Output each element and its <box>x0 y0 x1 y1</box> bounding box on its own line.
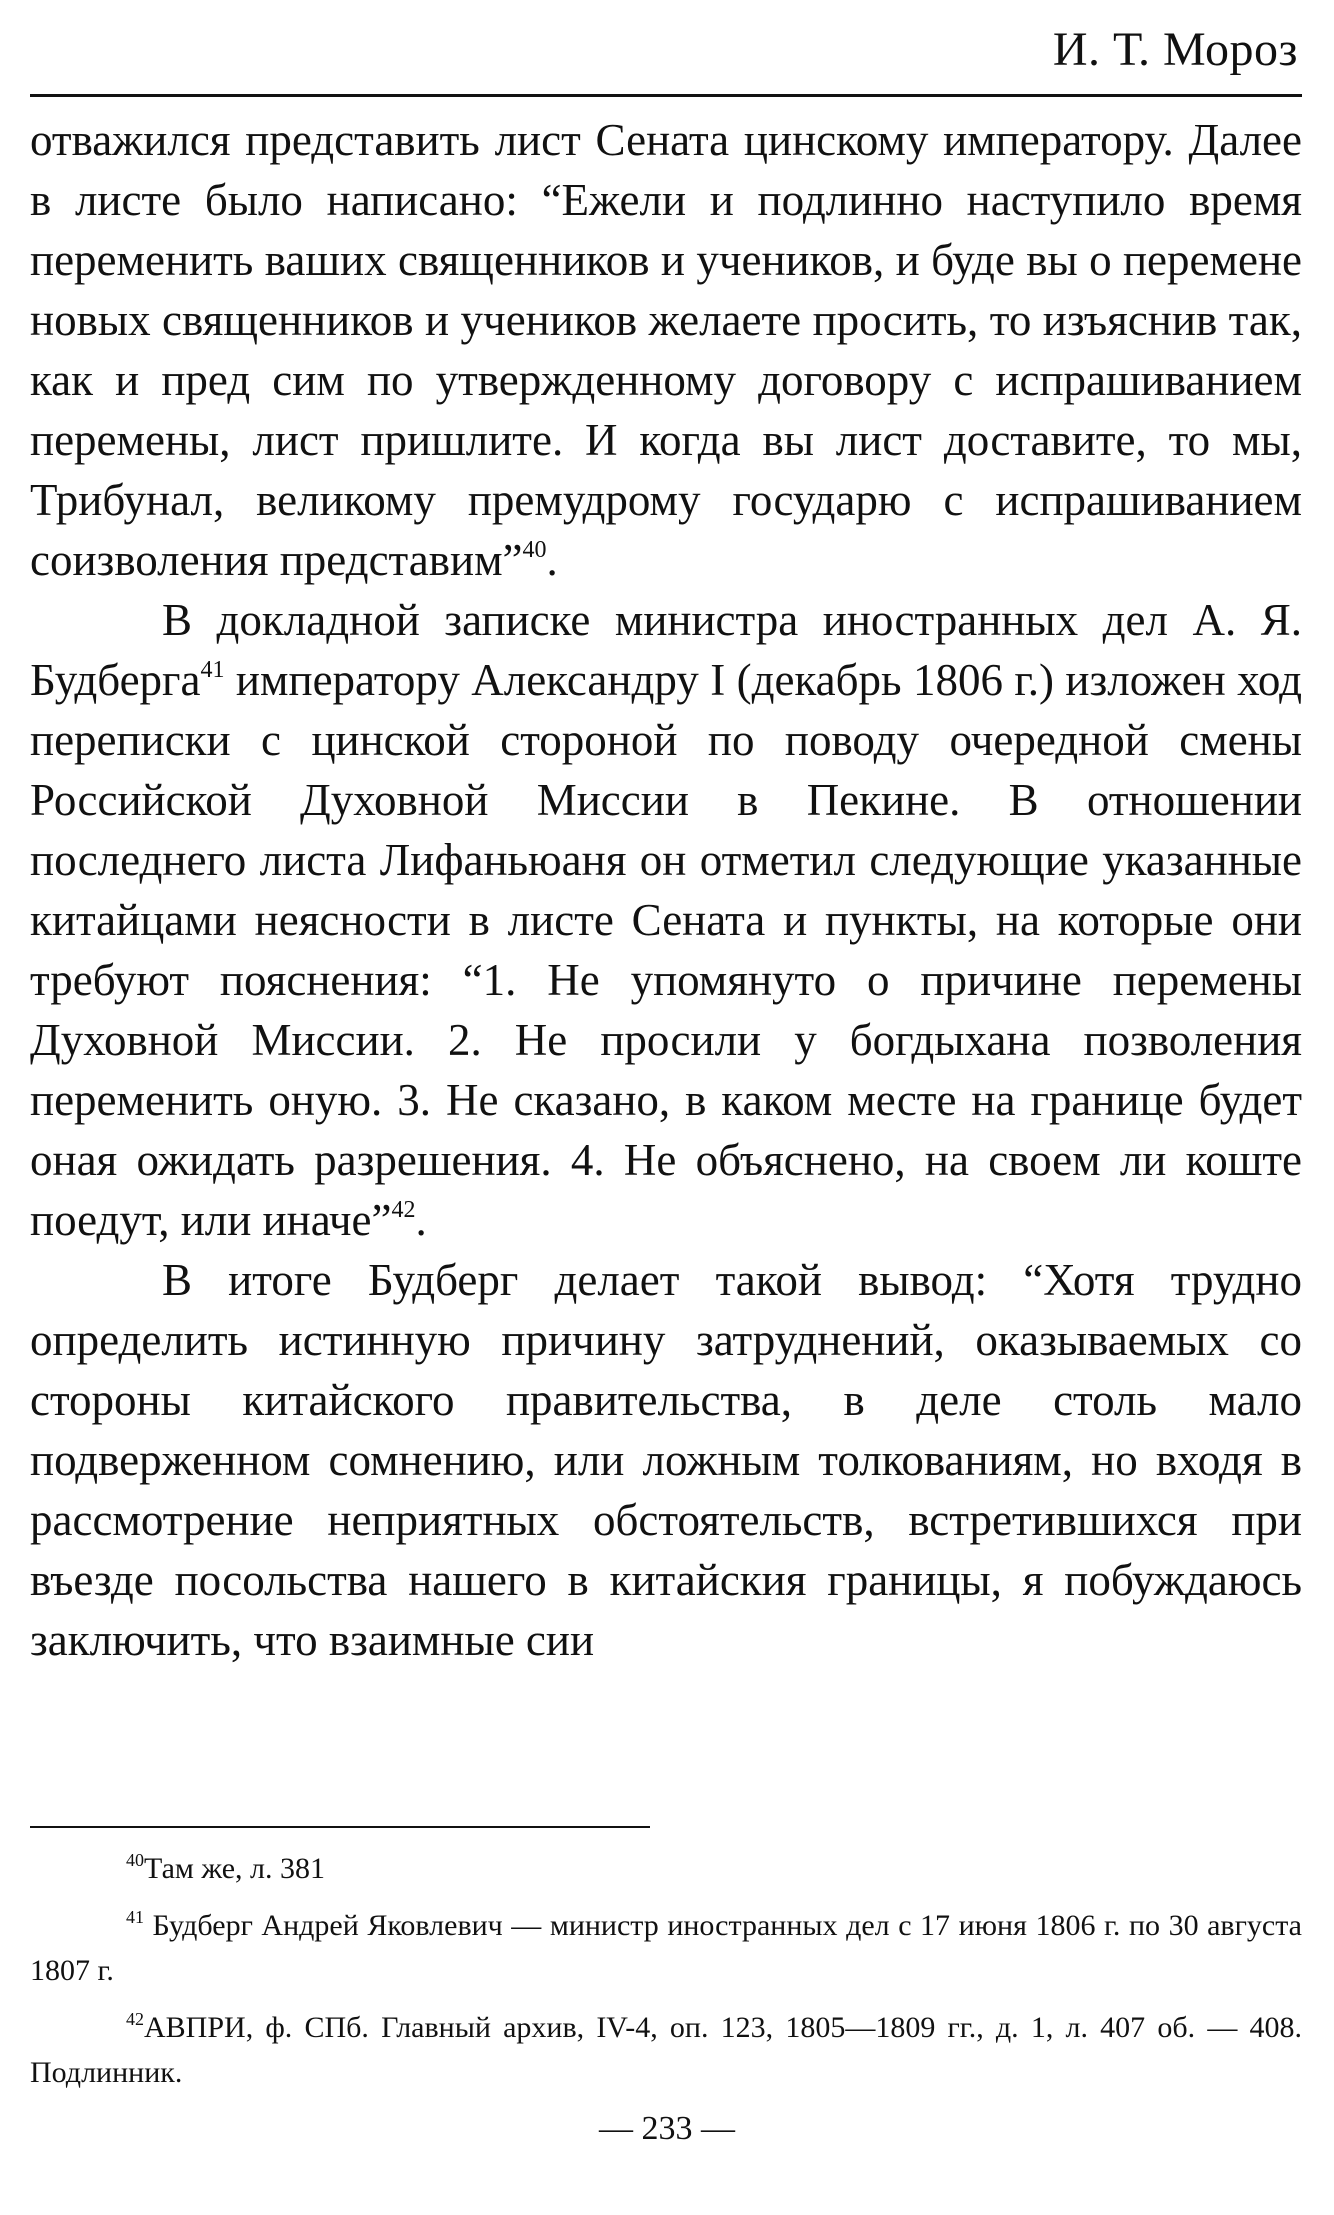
footnote-text: Будберг Андрей Яковлевич — министр иностранных дел с 17 июня 1806 г. по 30 августа 1807 г. <box>30 1909 1302 1987</box>
paragraph-3 <box>30 1250 1302 1670</box>
footnote-mark: 42 <box>126 2009 144 2029</box>
footnotes <box>30 1846 1302 2107</box>
running-head: И. Т. Мороз <box>1052 23 1298 76</box>
footnote-40 <box>30 1846 1302 1891</box>
footnote-mark: 41 <box>126 1907 144 1927</box>
paragraph-2-text-b: императору Александру I (декабрь 1806 г.) изложен ход переписки с цинской стороной по поводу очередной смены Российской Духовной Миссии в Пекине. В отношении последнего листа Лифаньюаня он отметил следующие указанные китайцами неясности в листе Сената и пункты, на которые они требуют пояснения: “1. Не упомянуто о причине перемены Духовной Миссии. 2. Не просили у богдыхана позволения переменить оную. 3. Не сказано, в каком месте на границе будет оная ожидать разрешения. 4. Не объяснено, на своем ли коште поедут, или иначе” <box>30 655 1302 1245</box>
header-rule <box>30 94 1302 97</box>
paragraph-2-text-a: В докладной записке министра иностранных дел А. Я. Будберга <box>30 595 1302 705</box>
footnote-rule <box>30 1826 650 1828</box>
paragraph-1-text: отважился представить лист Сената цинскому императору. Далее в листе было написано: “Ежели и подлинно наступило время переменить ваших священников и учеников, и буде вы о перемене новых священников и учеников желаете просить, то изъяснив так, как и пред сим по утвержденному договору с испрашиванием перемены, лист пришлите. И когда вы лист доставите, то мы, Трибунал, великому премудрому государю с испрашиванием соизволения представим” <box>30 115 1302 585</box>
paragraph-1 <box>30 110 1302 590</box>
paragraph-2 <box>30 590 1302 1250</box>
footnote-text: АВПРИ, ф. СПб. Главный архив, IV-4, оп. 123, 1805—1809 гг., д. 1, л. 407 об. — 408. Подлинник. <box>30 2011 1302 2089</box>
body-text <box>30 110 1302 1670</box>
paragraph-3-text: В итоге Будберг делает такой вывод: “Хотя трудно определить истинную причину затруднений, оказываемых со стороны китайского правительства, в деле столь мало подверженном сомнению, или ложным толкованиям, но входя в рассмотрение неприятных обстоятельств, встретившихся при въезде посольства нашего в китайския границы, я побуждаюсь заключить, что взаимные сии <box>30 1255 1302 1665</box>
paragraph-2-tail: . <box>415 1195 427 1245</box>
footnote-ref-42: 42 <box>391 1197 416 1223</box>
footnote-ref-41: 41 <box>200 657 225 683</box>
footnote-42 <box>30 2005 1302 2095</box>
footnote-41 <box>30 1903 1302 1993</box>
footnote-mark: 40 <box>126 1850 144 1870</box>
paragraph-1-tail: . <box>546 535 558 585</box>
page-number: — 233 — <box>599 2110 735 2147</box>
footnote-text: Там же, л. 381 <box>144 1852 325 1885</box>
footnote-ref-40: 40 <box>522 537 547 563</box>
